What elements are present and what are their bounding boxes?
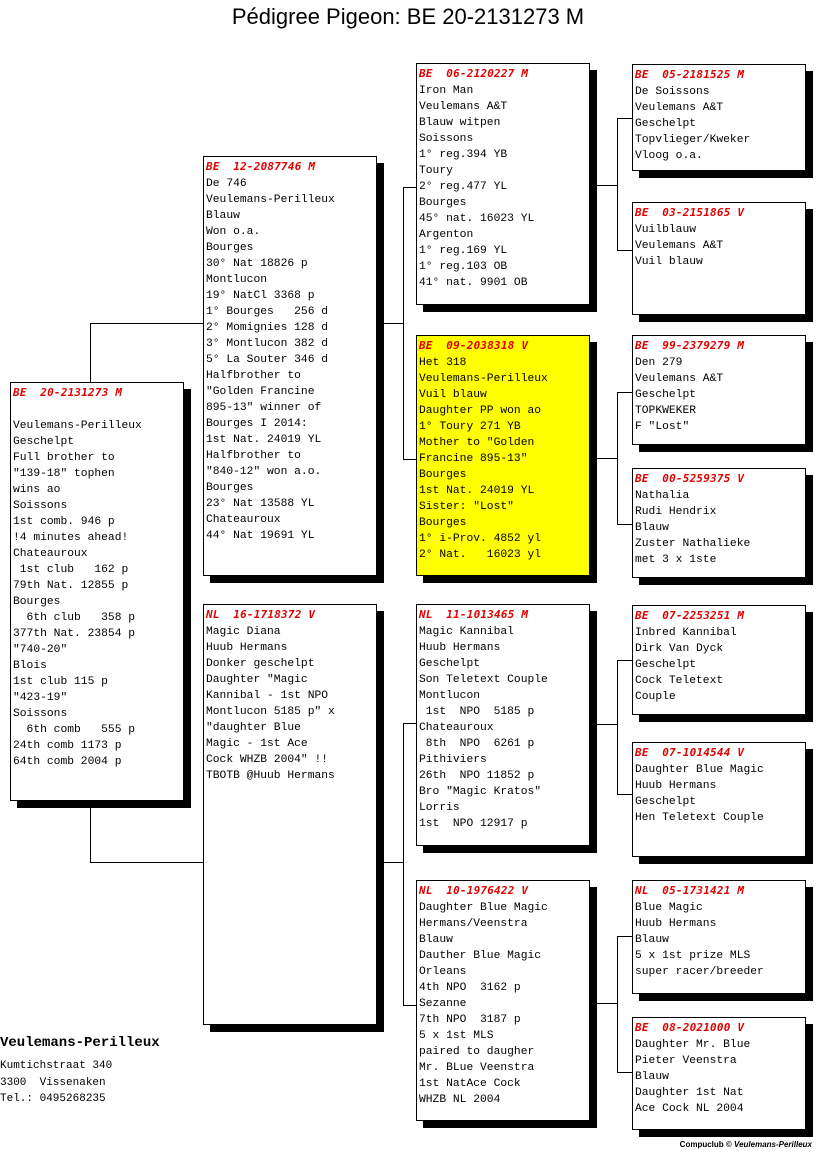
great-grandparent-5-card — [632, 605, 806, 715]
connector-line — [590, 1003, 617, 1004]
detail-line: Geschelpt — [635, 118, 697, 130]
subject-card — [10, 382, 184, 801]
sire-sire-details — [419, 83, 585, 291]
connector-line — [590, 458, 617, 459]
detail-line: Bro "Magic Kratos" — [419, 786, 542, 798]
connector-line — [617, 250, 632, 251]
detail-line: 6th comb 555 p — [13, 724, 136, 736]
detail-line: Veulemans-Perilleux — [13, 420, 142, 432]
detail-line: Francine 895-13" — [419, 453, 528, 465]
detail-line: Iron Man — [419, 85, 474, 97]
detail-line: "840-12" won a.o. — [206, 466, 322, 478]
detail-line: 7th NPO 3187 p — [419, 1014, 521, 1026]
detail-line: 2° Momignies 128 d — [206, 322, 329, 334]
detail-line: Toury — [419, 165, 453, 177]
great-grandparent-4-ring-number: BE 00-5259375 V — [635, 472, 745, 485]
detail-line: 2° Nat. 16023 yl — [419, 549, 542, 561]
detail-line: Daughter "Magic — [206, 674, 308, 686]
dam-dam-details — [419, 900, 585, 1108]
detail-line: Nathalia — [635, 490, 690, 502]
connector-line — [617, 524, 632, 525]
detail-line: 1° reg.169 YL — [419, 245, 508, 257]
detail-line: 5 x 1st MLS — [419, 1030, 494, 1042]
detail-line: Veulemans A&T — [635, 240, 724, 252]
detail-line: Mr. BLue Veenstra — [419, 1062, 535, 1074]
detail-line: Magic Kannibal — [419, 626, 514, 638]
detail-line: Ace Cock NL 2004 — [635, 1103, 744, 1115]
detail-line: Montlucon — [206, 274, 268, 286]
detail-line: Soissons — [419, 133, 474, 145]
detail-line: Blauw — [635, 934, 669, 946]
great-grandparent-1-details — [635, 84, 801, 164]
detail-line: Bourges I 2014: — [206, 418, 308, 430]
connector-line — [403, 1005, 417, 1006]
detail-line: Daughter Blue Magic — [635, 764, 764, 776]
detail-line: wins ao — [13, 484, 61, 496]
great-grandparent-5-ring-number: BE 07-2253251 M — [635, 609, 745, 622]
detail-line: Huub Hermans — [419, 642, 501, 654]
detail-line: !4 minutes ahead! — [13, 532, 129, 544]
page-title: Pédigree Pigeon: BE 20-2131273 M — [231, 4, 585, 29]
detail-line: 377th Nat. 23854 p — [13, 628, 136, 640]
great-grandparent-6-details — [635, 762, 801, 826]
detail-line: 1st Nat. 24019 YL — [206, 434, 322, 446]
sire-card — [203, 156, 377, 576]
detail-line: 1st club 162 p — [13, 564, 129, 576]
great-grandparent-7-card — [632, 880, 806, 994]
detail-line: Pithiviers — [419, 754, 487, 766]
detail-line: Het 318 — [419, 357, 467, 369]
detail-line: Huub Hermans — [635, 780, 717, 792]
connector-line — [376, 323, 403, 324]
detail-line: Dauther Blue Magic — [419, 950, 542, 962]
detail-line: Blauw witpen — [419, 117, 501, 129]
connector-line — [90, 323, 204, 324]
detail-line: "740-20" — [13, 644, 68, 656]
detail-line: Daughter Blue Magic — [419, 902, 548, 914]
great-grandparent-8-card — [632, 1017, 806, 1130]
detail-line: paired to daugher — [419, 1046, 535, 1058]
detail-line: Cock WHZB 2004" !! — [206, 754, 329, 766]
detail-line: 1st Nat. 24019 YL — [419, 485, 535, 497]
detail-line: Full brother to — [13, 452, 115, 464]
detail-line: 5 x 1st prize MLS — [635, 950, 751, 962]
great-grandparent-3-card — [632, 335, 806, 445]
detail-line: "139-18" tophen — [13, 468, 115, 480]
detail-line: Rudi Hendrix — [635, 506, 717, 518]
detail-line: Bourges — [206, 242, 254, 254]
great-grandparent-6-ring-number: BE 07-1014544 V — [635, 746, 745, 759]
detail-line: 4th NPO 3162 p — [419, 982, 521, 994]
detail-line: Bourges — [419, 197, 467, 209]
detail-line: Montlucon — [419, 690, 481, 702]
detail-line: "423-19" — [13, 692, 68, 704]
sire-dam-ring-number: BE 09-2038318 V — [419, 339, 529, 352]
detail-line: 2° reg.477 YL — [419, 181, 508, 193]
detail-line: Vuil blauw — [635, 256, 703, 268]
connector-line — [403, 187, 404, 459]
dam-sire-details — [419, 624, 585, 832]
connector-line — [403, 187, 417, 188]
detail-line: Daughter 1st Nat — [635, 1087, 744, 1099]
detail-line: 1° reg.394 YB — [419, 149, 508, 161]
detail-line: Blue Magic — [635, 902, 703, 914]
detail-line: 44° Nat 19691 YL — [206, 530, 315, 542]
detail-line: Bourges — [13, 596, 61, 608]
detail-line: 41° nat. 9901 OB — [419, 277, 528, 289]
dam-dam-ring-number: NL 10-1976422 V — [419, 884, 529, 897]
detail-line: Zuster Nathalieke — [635, 538, 751, 550]
detail-line: 1st NatAce Cock — [419, 1078, 521, 1090]
footer-credit — [680, 1140, 812, 1149]
great-grandparent-7-details — [635, 900, 801, 980]
connector-line — [617, 936, 618, 1072]
footer-brand: Compuclub © — [679, 1140, 732, 1149]
detail-line: Couple — [635, 691, 676, 703]
subject-ring-number: BE 20-2131273 M — [13, 386, 123, 399]
connector-line — [403, 723, 417, 724]
owner-phone: Tel.: 0495268235 — [0, 1093, 106, 1105]
detail-line: Chateauroux — [206, 514, 281, 526]
detail-line: Kannibal - 1st NPO — [206, 690, 329, 702]
detail-line: Huub Hermans — [635, 918, 717, 930]
detail-line: Huub Hermans — [206, 642, 288, 654]
detail-line: "daughter Blue — [206, 722, 301, 734]
dam-sire-card — [416, 604, 590, 846]
detail-line: 8th NPO 6261 p — [419, 738, 535, 750]
detail-line: Bourges — [419, 469, 467, 481]
detail-line: Blauw — [206, 210, 240, 222]
detail-line: Soissons — [13, 708, 68, 720]
sire-dam-details — [419, 355, 585, 563]
detail-line: Veulemans-Perilleux — [206, 194, 335, 206]
detail-line: 5° La Souter 346 d — [206, 354, 329, 366]
detail-line: Daughter PP won ao — [419, 405, 542, 417]
subject-details — [13, 402, 179, 770]
detail-line: Hen Teletext Couple — [635, 812, 764, 824]
detail-line: Won o.a. — [206, 226, 261, 238]
great-grandparent-3-details — [635, 355, 801, 435]
detail-line: met 3 x 1ste — [635, 554, 717, 566]
connector-line — [617, 118, 632, 119]
detail-line: Soissons — [13, 500, 68, 512]
detail-line: Veulemans A&T — [419, 101, 508, 113]
connector-line — [617, 794, 632, 795]
detail-line: Cock Teletext — [635, 675, 724, 687]
footer-owner: Veulemans-Perilleux — [734, 1140, 812, 1149]
detail-line: Vuil blauw — [419, 389, 487, 401]
detail-line: 3° Montlucon 382 d — [206, 338, 329, 350]
sire-sire-card — [416, 63, 590, 305]
detail-line: Geschelpt — [635, 659, 697, 671]
detail-line: De Soissons — [635, 86, 710, 98]
detail-line: 1° Bourges 256 d — [206, 306, 329, 318]
dam-ring-number: NL 16-1718372 V — [206, 608, 316, 621]
detail-line: Montlucon 5185 p" x — [206, 706, 335, 718]
connector-line — [617, 660, 618, 794]
detail-line: Halfbrother to — [206, 450, 301, 462]
dam-dam-card — [416, 880, 590, 1121]
detail-line: Geschelpt — [13, 436, 75, 448]
great-grandparent-1-ring-number: BE 05-2181525 M — [635, 68, 745, 81]
detail-line: Magic - 1st Ace — [206, 738, 308, 750]
detail-line: Blauw — [635, 1071, 669, 1083]
dam-sire-ring-number: NL 11-1013465 M — [419, 608, 529, 621]
detail-line: 45° nat. 16023 YL — [419, 213, 535, 225]
connector-line — [617, 392, 632, 393]
detail-line: Donker geschelpt — [206, 658, 315, 670]
detail-line: Daughter Mr. Blue — [635, 1039, 751, 1051]
detail-line: Hermans/Veenstra — [419, 918, 528, 930]
connector-line — [590, 724, 617, 725]
detail-line: Son Teletext Couple — [419, 674, 548, 686]
sire-details — [206, 176, 372, 544]
great-grandparent-2-card — [632, 202, 806, 315]
detail-line: 895-13" winner of — [206, 402, 322, 414]
detail-line: Argenton — [419, 229, 474, 241]
great-grandparent-5-details — [635, 625, 801, 705]
detail-line: Geschelpt — [635, 796, 697, 808]
detail-line: Vloog o.a. — [635, 150, 703, 162]
detail-line: Bourges — [206, 482, 254, 494]
detail-line: 1° Toury 271 YB — [419, 421, 521, 433]
detail-line: 30° Nat 18826 p — [206, 258, 308, 270]
great-grandparent-8-ring-number: BE 08-2021000 V — [635, 1021, 745, 1034]
detail-line: Veulemans A&T — [635, 102, 724, 114]
detail-line: 1° i-Prov. 4852 yl — [419, 533, 542, 545]
dam-card — [203, 604, 377, 1025]
detail-line: TOPKWEKER — [635, 405, 697, 417]
connector-line — [617, 118, 618, 250]
detail-line: Veulemans A&T — [635, 373, 724, 385]
detail-line: Lorris — [419, 802, 460, 814]
sire-dam-card — [416, 335, 590, 576]
owner-city: 3300 Vissenaken — [0, 1077, 106, 1089]
detail-line: 19° NatCl 3368 p — [206, 290, 315, 302]
connector-line — [617, 936, 632, 937]
detail-line: Halfbrother to — [206, 370, 301, 382]
detail-line: Geschelpt — [419, 658, 481, 670]
detail-line: 1st NPO 5185 p — [419, 706, 535, 718]
detail-line: "Golden Francine — [206, 386, 315, 398]
detail-line: Magic Diana — [206, 626, 281, 638]
great-grandparent-2-ring-number: BE 03-2151865 V — [635, 206, 745, 219]
connector-line — [90, 862, 204, 863]
great-grandparent-1-card — [632, 64, 806, 171]
detail-line: Chateauroux — [419, 722, 494, 734]
detail-line: 1st club 115 p — [13, 676, 108, 688]
connector-line — [617, 660, 632, 661]
great-grandparent-4-details — [635, 488, 801, 568]
detail-line: Orleans — [419, 966, 467, 978]
detail-line: 23° Nat 13588 YL — [206, 498, 315, 510]
detail-line: 1° reg.103 OB — [419, 261, 508, 273]
detail-line: Den 279 — [635, 357, 683, 369]
detail-line: Mother to "Golden — [419, 437, 535, 449]
great-grandparent-7-ring-number: NL 05-1731421 M — [635, 884, 745, 897]
sire-sire-ring-number: BE 06-2120227 M — [419, 67, 529, 80]
detail-line: F "Lost" — [635, 421, 690, 433]
detail-line: Blauw — [635, 522, 669, 534]
great-grandparent-8-details — [635, 1037, 801, 1117]
detail-line: super racer/breeder — [635, 966, 764, 978]
detail-line: Dirk Van Dyck — [635, 643, 724, 655]
connector-line — [403, 459, 417, 460]
detail-line: Geschelpt — [635, 389, 697, 401]
detail-line: Inbred Kannibal — [635, 627, 737, 639]
detail-line: De 746 — [206, 178, 247, 190]
detail-line: 1st comb. 946 p — [13, 516, 115, 528]
detail-line: Topvlieger/Kweker — [635, 134, 751, 146]
great-grandparent-4-card — [632, 468, 806, 578]
detail-line: 79th Nat. 12855 p — [13, 580, 129, 592]
connector-line — [617, 1072, 632, 1073]
great-grandparent-3-ring-number: BE 99-2379279 M — [635, 339, 745, 352]
dam-details — [206, 624, 372, 784]
detail-line: Blois — [13, 660, 47, 672]
detail-line: Sister: "Lost" — [419, 501, 514, 513]
detail-line: 26th NPO 11852 p — [419, 770, 535, 782]
owner-street: Kumtichstraat 340 — [0, 1060, 113, 1072]
connector-line — [617, 392, 618, 524]
connector-line — [590, 185, 617, 186]
detail-line: Sezanne — [419, 998, 467, 1010]
great-grandparent-2-details — [635, 222, 801, 270]
detail-line: 6th club 358 p — [13, 612, 136, 624]
sire-ring-number: BE 12-2087746 M — [206, 160, 316, 173]
detail-line: 1st NPO 12917 p — [419, 818, 528, 830]
detail-line: Blauw — [419, 934, 453, 946]
connector-line — [403, 723, 404, 1005]
detail-line: Bourges — [419, 517, 467, 529]
connector-line — [376, 862, 403, 863]
detail-line: Vuilblauw — [635, 224, 697, 236]
detail-line: Veulemans-Perilleux — [419, 373, 548, 385]
detail-line: Chateauroux — [13, 548, 88, 560]
detail-line: 64th comb 2004 p — [13, 756, 122, 768]
detail-line — [13, 402, 179, 418]
owner-name: Veulemans-Perilleux — [0, 1035, 160, 1051]
detail-line: 24th comb 1173 p — [13, 740, 122, 752]
detail-line: TBOTB @Huub Hermans — [206, 770, 335, 782]
detail-line: WHZB NL 2004 — [419, 1094, 501, 1106]
great-grandparent-6-card — [632, 742, 806, 857]
detail-line: Pieter Veenstra — [635, 1055, 737, 1067]
